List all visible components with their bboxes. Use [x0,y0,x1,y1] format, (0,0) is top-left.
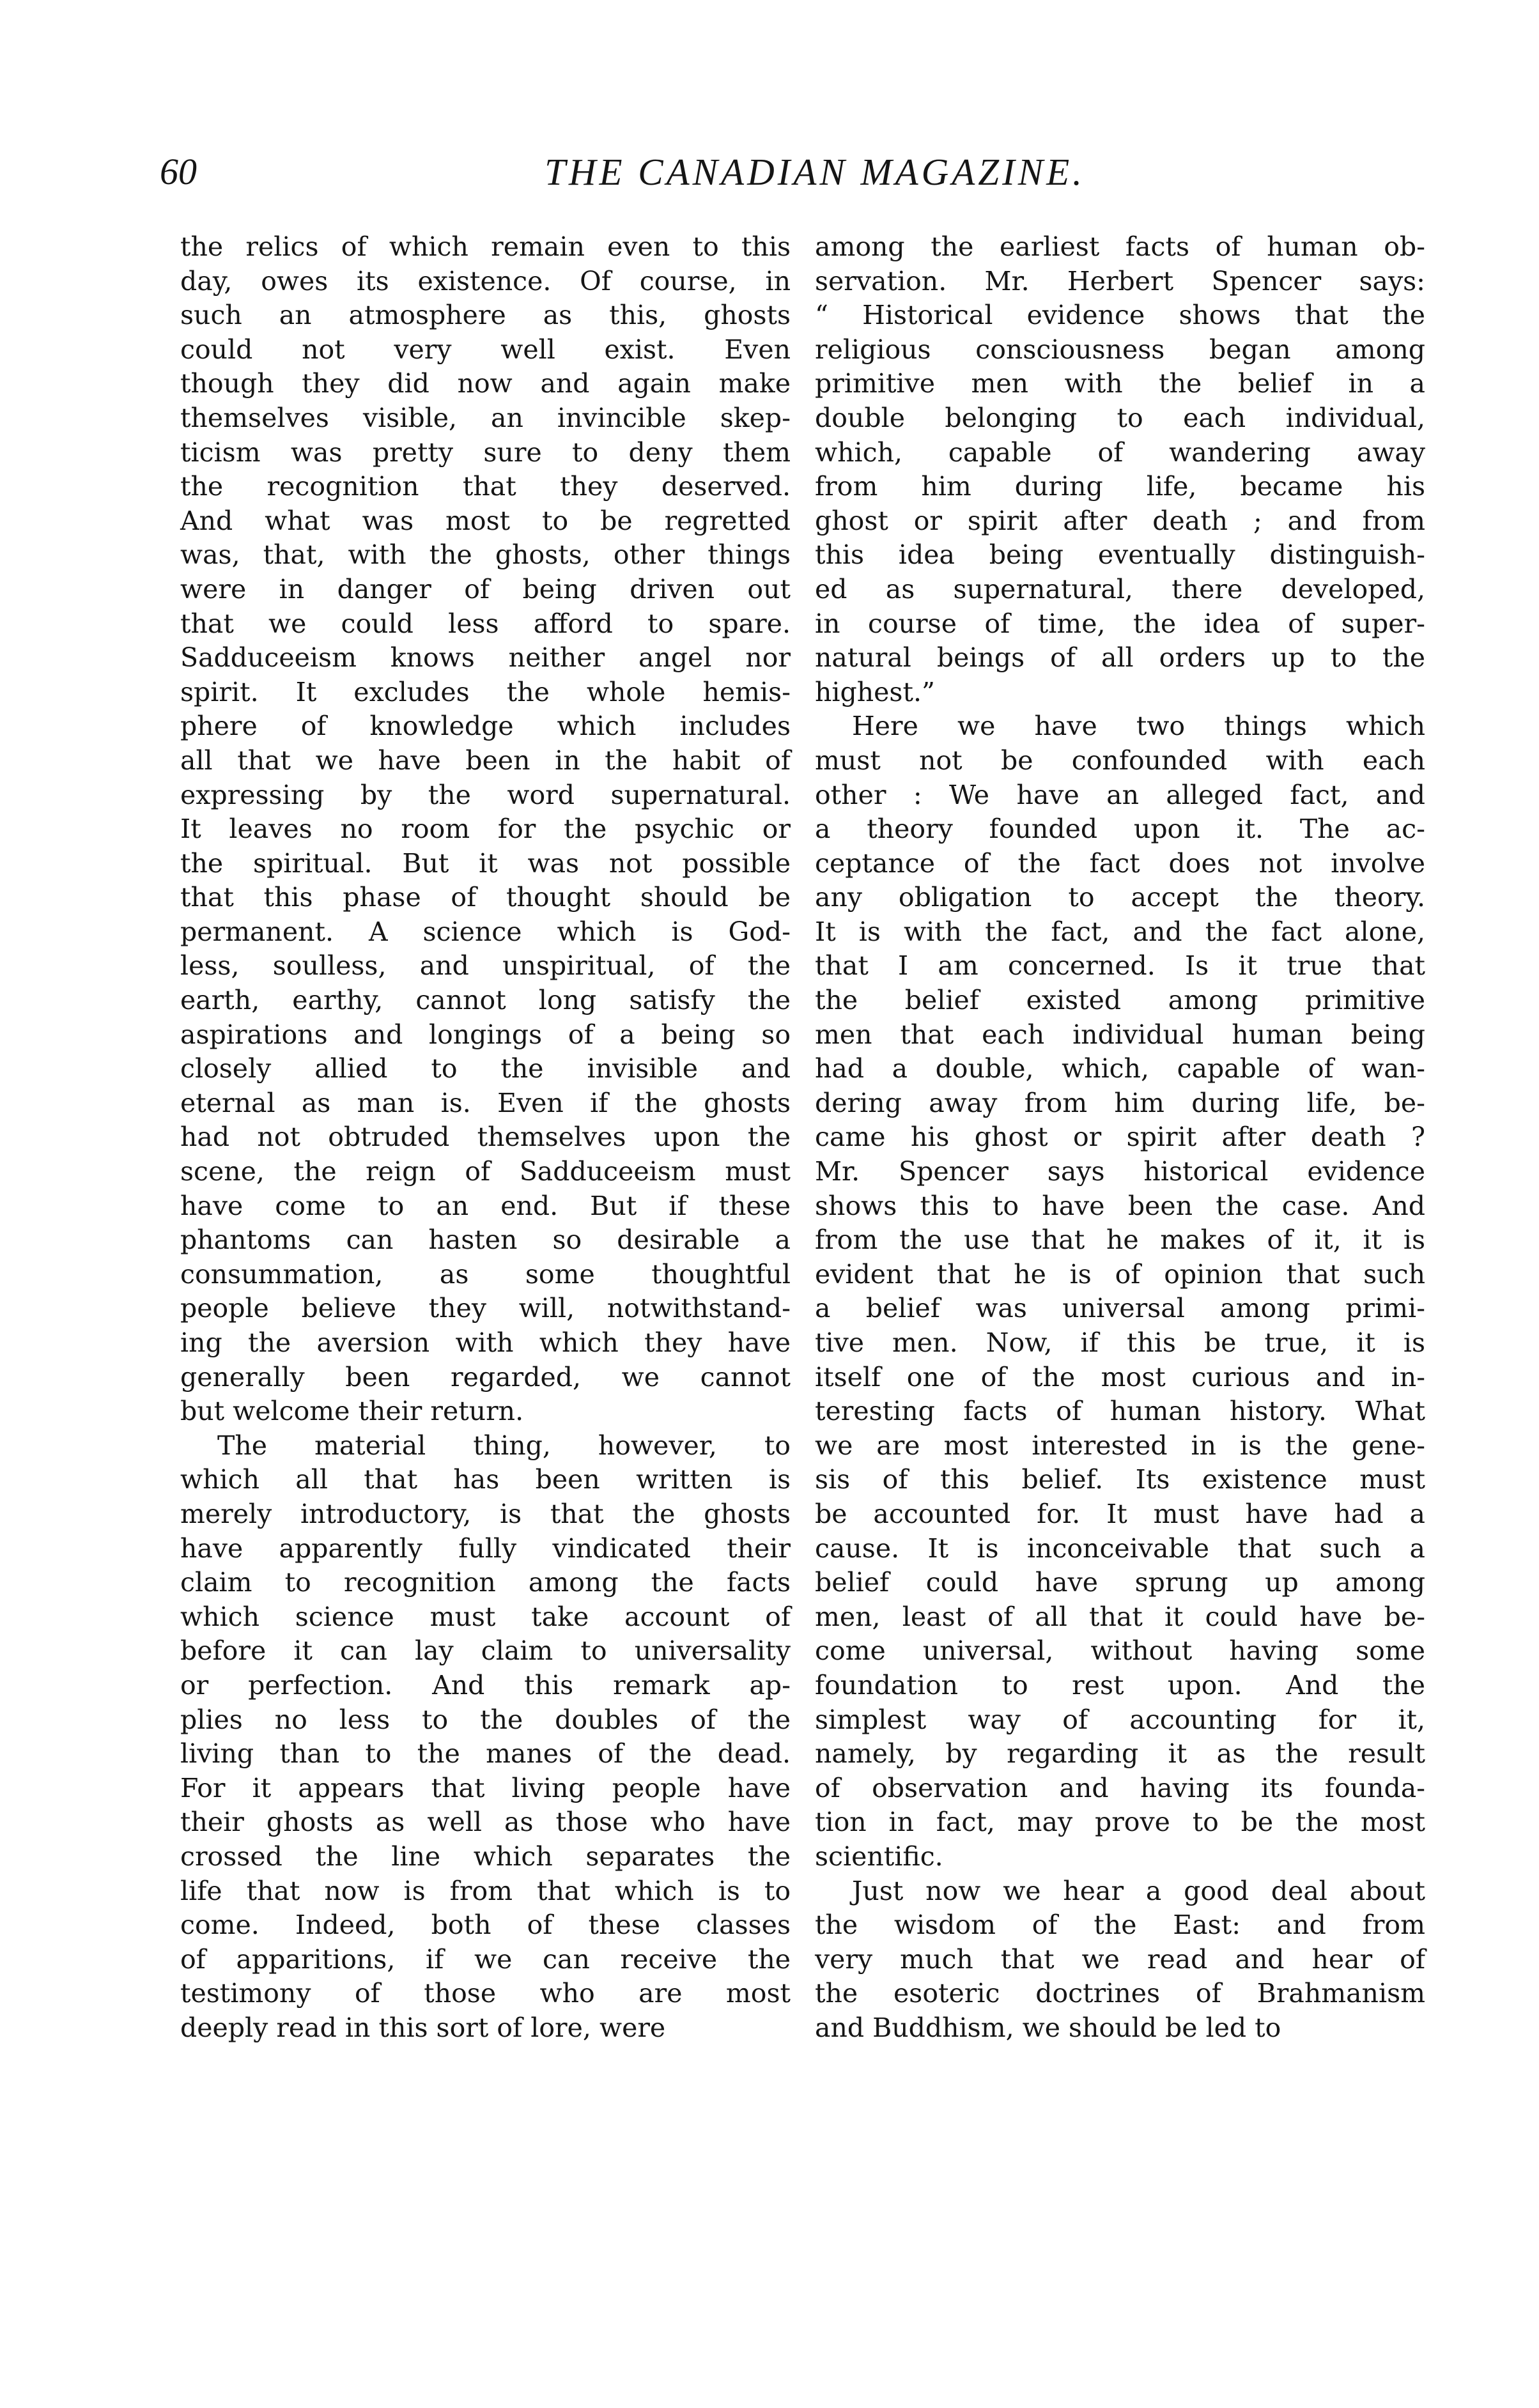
text-line: any obligation to accept the theory. [815,882,1425,913]
text-line: men, least of all that it could have be- [815,1601,1425,1632]
text-line: phere of knowledge which includes [180,711,791,742]
text-line: the recognition that they deserved. [180,471,791,502]
text-line: among the earliest facts of human ob- [815,231,1425,262]
text-line: Sadduceeism knows neither angel nor [180,642,791,674]
text-line: a belief was universal among primi- [815,1293,1425,1324]
text-line: consummation, as some thoughtful [180,1258,791,1290]
text-line: ceptance of the fact does not involve [815,847,1425,879]
text-line: And what was most to be regretted [180,505,791,536]
text-line: come. Indeed, both of these classes [180,1910,791,1941]
text-line: but welcome their return. [180,1396,524,1427]
text-line: people believe they will, notwithstand- [180,1293,791,1324]
text-line: simplest way of accounting for it, [815,1704,1425,1735]
text-line: crossed the line which separates the [180,1841,791,1872]
text-line: and Buddhism, we should be led to [815,2012,1281,2043]
text-line: The material thing, however, to [217,1430,791,1461]
text-line: must not be confounded with each [815,745,1425,776]
text-line: ticism was pretty sure to deny them [180,436,791,468]
text-line: be accounted for. It must have had a [815,1498,1425,1529]
text-line: were in danger of being driven out [180,573,791,605]
text-line: It leaves no room for the psychic or [180,814,791,845]
text-line: itself one of the most curious and in- [815,1361,1425,1393]
text-line: could not very well exist. Even [180,334,791,365]
text-line: spirit. It excludes the whole hemis- [180,676,791,707]
running-head-title: THE CANADIAN MAGAZINE. [545,151,1085,193]
text-line: before it can lay claim to universality [180,1635,791,1667]
text-line: had a double, which, capable of wan- [815,1053,1425,1084]
text-line: this idea being eventually distinguish- [815,539,1425,571]
text-line: aspirations and longings of a being so [180,1019,791,1050]
text-line: that I am concerned. Is it true that [815,950,1425,982]
text-line: the wisdom of the East: and from [815,1910,1425,1941]
text-line: all that we have been in the habit of [180,745,791,776]
text-line: expressing by the word supernatural. [180,779,791,810]
text-line: “ Historical evidence shows that the [815,300,1425,331]
text-line: closely allied to the invisible and [180,1053,791,1084]
text-line: earth, earthy, cannot long satisfy the [180,985,791,1016]
text-line: cause. It is inconceivable that such a [815,1532,1425,1564]
text-line: the spiritual. But it was not possible [180,847,791,879]
text-line: generally been regarded, we cannot [180,1361,791,1393]
text-line: Here we have two things which [852,711,1425,742]
text-line: or perfection. And this remark ap- [180,1669,791,1701]
text-line: less, soulless, and unspiritual, of the [180,950,791,982]
text-line: ing the aversion with which they have [180,1327,791,1358]
text-line: that we could less afford to spare. [180,608,791,639]
text-line: double belonging to each individual, [815,402,1425,433]
text-line: come universal, without having some [815,1635,1425,1667]
text-line: of observation and having its founda- [815,1772,1425,1803]
text-line: which all that has been written is [180,1464,791,1495]
text-line: the esoteric doctrines of Brahmanism [815,1978,1425,2009]
text-line: merely introductory, is that the ghosts [180,1498,791,1529]
text-line: dering away from him during life, be- [815,1087,1425,1118]
text-line: had not obtruded themselves upon the [180,1122,791,1153]
text-line: have come to an end. But if these [180,1190,791,1221]
text-line: permanent. A science which is God- [180,916,791,947]
text-line: though they did now and again make [180,368,791,399]
text-line: It is with the fact, and the fact alone, [815,916,1425,947]
text-line: we are most interested in is the gene- [815,1430,1425,1461]
text-line: namely, by regarding it as the result [815,1738,1425,1770]
text-line: was, that, with the ghosts, other things [180,539,791,571]
text-line: testimony of those who are most [180,1978,791,2009]
text-line: tion in fact, may prove to be the most [815,1807,1425,1838]
text-line: tive men. Now, if this be true, it is [815,1327,1425,1358]
text-line: that this phase of thought should be [180,882,791,913]
text-line: of apparitions, if we can receive the [180,1943,791,1975]
text-line: For it appears that living people have [180,1772,791,1803]
text-line: themselves visible, an invincible skep- [180,402,791,433]
text-line: Mr. Spencer says historical evidence [815,1156,1425,1187]
text-line: came his ghost or spirit after death ? [815,1122,1425,1153]
text-line: sis of this belief. Its existence must [815,1464,1425,1495]
text-line: ghost or spirit after death ; and from [815,505,1425,536]
text-line: scientific. [815,1841,943,1872]
text-line: eternal as man is. Even if the ghosts [180,1087,791,1118]
text-line: a theory founded upon it. The ac- [815,814,1425,845]
text-line: the belief existed among primitive [815,985,1425,1016]
text-line: scene, the reign of Sadduceeism must [180,1156,791,1187]
text-line: from him during life, became his [815,471,1425,502]
text-line: men that each individual human being [815,1019,1425,1050]
text-line: teresting facts of human history. What [815,1396,1425,1427]
text-line: plies no less to the doubles of the [180,1704,791,1735]
text-line: shows this to have been the case. And [815,1190,1425,1221]
text-line: servation. Mr. Herbert Spencer says: [815,265,1425,297]
text-line: religious consciousness began among [815,334,1425,365]
text-line: Just now we hear a good deal about [852,1875,1425,1906]
text-line: day, owes its existence. Of course, in [180,265,791,297]
text-line: their ghosts as well as those who have [180,1807,791,1838]
text-line: claim to recognition among the facts [180,1567,791,1598]
text-line: which, capable of wandering away [815,436,1425,468]
text-line: living than to the manes of the dead. [180,1738,791,1770]
page-number: 60 [160,151,197,192]
left-column [180,230,791,2045]
text-line: from the use that he makes of it, it is [815,1224,1425,1256]
text-line: highest.” [815,676,935,707]
text-line: which science must take account of [180,1601,791,1632]
text-line: belief could have sprung up among [815,1567,1425,1598]
text-line: ed as supernatural, there developed, [815,573,1425,605]
text-line: very much that we read and hear of [815,1943,1425,1975]
text-line: phantoms can hasten so desirable a [180,1224,791,1256]
text-line: life that now is from that which is to [180,1875,791,1906]
text-line: in course of time, the idea of super- [815,608,1425,639]
right-column [815,230,1425,2045]
text-line: other : We have an alleged fact, and [815,779,1425,810]
text-line: evident that he is of opinion that such [815,1258,1425,1290]
text-line: foundation to rest upon. And the [815,1669,1425,1701]
text-line: natural beings of all orders up to the [815,642,1425,674]
text-line: deeply read in this sort of lore, were [180,2012,666,2043]
text-line: primitive men with the belief in a [815,368,1425,399]
text-line: the relics of which remain even to this [180,231,791,262]
text-line: have apparently fully vindicated their [180,1532,791,1564]
text-line: such an atmosphere as this, ghosts [180,300,791,331]
